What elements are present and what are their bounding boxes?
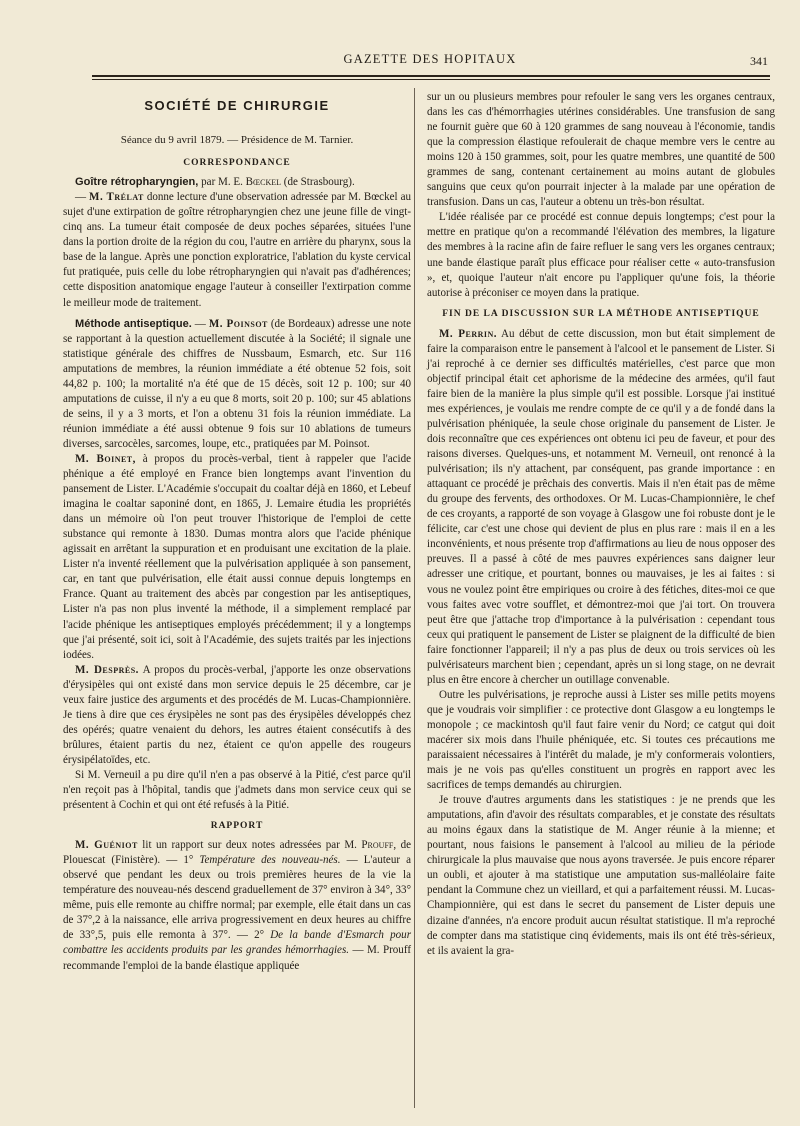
perrin-paragraph-3: Je trouve d'autres arguments dans les statistiques : je ne prends que les amputations, afin d'avoir des résultats comparables, et je constate des résultats au moins égaux dans la statistique de M. Anger réunie à la mienne; et pourtant, nous faisions le pansement à l'alcool au milieu de la période chirurgicale la plus mauvaise que nous ayons traversée. Je puis encore réparer un oubli, et ajouter à ma statistique une amputation sus-malléolaire faite pendant la Commune chez un vieillard, et qui a parfaitement réussi. M. Lucas-Championnière, qui est dans le secret du pansement de Lister depuis une dizaine d'années, n'a encore produit aucun résultat statistique. Il m'a reproché de compter dans ma statistique cinq évidements, mais ils ont été très-sérieux, et ils avaient la gra- [427,794,775,957]
perrin-text-1: Au début de cette discussion, mon but était simplement de faire la comparaison entre le pansement à l'alcool et le pansement de Lister. Si j'ai reproché à ce dernier ses difficultés matérielles, c'est parce que mon objectif principal était cet aphorisme de la médecine des armées, qu'il faut faire bien de la manière la plus simple qu'il est possible. Lorsque j'ai institué mes expériences, je voulais me rendre compte de ce qu'il y a de fondé dans la pulvérisation phéniquée, la seule chose originale du pansement de Lister. Je dois reconnaître que ces expériences ont obtenu ici peu de faveur, et pour des raisons diverses. Quelques-uns, et notamment M. Verneuil, ont renoncé à la pulvérisation; ils n'y attachent, par conséquent, pas grande importance : en attaquant ce procédé je prêchais des convertis. Mais il n'en était pas de même du groupe des fervents, des orthodoxes. Or M. Lucas-Championnière, le chef de ces croyants, a rapporté de son voyage à Glasgow une foi robuste dont je le félicite, car c'est une chose qui devient de plus en plus rare : mais il en a les inconvénients, et nous présente trop d'affirmations au lieu de nous opposer des preuves. Il a passé à côté de mes pauvres expériences sans daigner leur adresser une critique, et pourtant, bonnes ou mauvaises, je les ai faites : si vous ne voulez point être empiriques ou croire à des fétiches, dites-moi ce que vous faites avec votre soufflet, et démontrez-moi que j'ai tort. On trouvera peut être que j'attache trop d'importance à la pulvérisation : cependant tous ceux qui pratiquent le pansement de Lister se plaignent de la difficulté de bien faire fonctionner l'appareil; il n'y a pas plus de deux ou trois services où les pulvérisateurs marchent bien ; cependant, après un si long stage, on ne devrait plus en être encore à chercher un outillage convenable. [427,327,775,686]
poinsot-speaker: M. Poinsot [208,317,268,330]
goitre-text-a: par M. E. [198,176,246,189]
boinet-paragraph [63,452,411,663]
rapport-text-b: , de Plouescat (Finistère). — 1° [63,839,412,867]
rapport-text-c: — L'auteur a observé que pendant les deux ou trois premières heures de la vie la température des nouveau-nés descend graduellement de 37° environ à 34°, 33° même, puis elle remonte au chiffre normal; par exemple, elle était dans un cas de 37°,2 à la naissance, elle arriva progressivement en deux heures au chiffre de 33°,5, puis elle remonta à 37°. — 2° [63,854,412,942]
goitre-rubric: Goître rétropharyngien, [75,176,199,189]
perrin-paragraph-1 [427,327,775,688]
society-title: SOCIÉTÉ DE CHIRURGIE [144,98,330,113]
rapport-text-a: lit un rapport sur deux notes adressées par M. [137,839,362,852]
rapport-heading: RAPPORT [210,821,264,832]
trelat-dash: — [75,191,90,204]
trelat-speaker: M. Trélat [89,191,144,204]
page-number: 341 [750,54,768,68]
despres-paragraph-2: Si M. Verneuil a pu dire qu'il n'en a pas observé à la Pitié, c'est parce qu'il n'en reçoit pas à l'hôpital, tandis que j'admets dans mon service ceux qui se présentent à Cochin et qui ont été refusés à la Pitié. [63,768,411,812]
header-rule [92,75,770,80]
prouff-name: Prouff [361,839,394,852]
antiseptique-paragraph [63,317,411,452]
poinsot-text: (de Bordeaux) adresse une note se rapportant à la question actuellement discutée à la Société; il signale une statistique générale des chiffres de Nussbaum, Esmarch, etc. Sur 116 amputations de membres, la réunion immédiate a été obtenue 52 fois, soit 44,82 p. 100; la mortalité n'a été que de 15 décès, soit 12 p. 100; sur 40 amputations de cuisse, il n'y a eu que 8 morts, soit 20 p. 100; sur 45 ablations de seins, il y a 3 morts, et l'on a obtenu 31 fois la réunion immédiate. La réunion immédiate a été aussi obtenue 9 fois sur 10 ablations de tumeurs diverses, sarcocèles, sarcomes, loupe, etc., pratiquées par M. Poinsot. [63,317,411,450]
gueniot-speaker: M. Guéniot [75,839,138,852]
right-column [427,90,775,959]
antiseptique-dash: — [191,317,209,330]
running-head [90,52,770,70]
antiseptique-rubric: Méthode antiseptique. [75,317,192,330]
bande-paragraph-2: L'idée réalisée par ce procédé est connue depuis longtemps; c'est pour la mettre en pratique qu'on a recommandé l'élévation des membres, la ligature des membres à la racine afin de faire refluer le sang vers les organes centraux; une bande élastique paraît plus efficace pour réaliser cette « auto-transfusion », et, quoique l'auteur n'ait encore pu l'appliquer qu'une fois, la théorie autorise à préconiser ce moyen dans la pratique. [427,211,775,299]
despres-speaker: M. Desprès. [75,663,139,676]
trelat-paragraph [63,190,411,310]
boinet-speaker: M. Boinet, [75,452,136,465]
rapport-title-1: Température des nouveau-nés. [199,854,341,867]
perrin-speaker: M. Perrin. [439,327,498,340]
left-column [63,90,411,974]
rapport-text-d: — M. Prouff recommande l'emploi de la bande élastique appliquée [63,944,411,972]
journal-title: GAZETTE DES HOPITAUX [343,52,517,66]
fin-discussion-heading: FIN DE LA DISCUSSION SUR LA MÉTHODE ANTISEPTIQUE [442,308,760,319]
goitre-text-b: (de Strasbourg). [281,176,355,189]
trelat-text: donne lecture d'une observation adressée par M. Bœckel au sujet d'une extirpation de goître rétropharyngien chez une jeune fille de vingt-cinq ans. La tumeur était composée de deux poches séparées, situées l'une dans la portion droite de la région du cou, l'autre en arrière du pharynx, sous la base de la langue. Après une ponction exploratrice, l'ablation du kyste cervical fut pratiquée, puis celle du lobe rétropharyngien qui n'avait pas d'adhérences; cette disposition anatomique engage l'auteur à conseiller l'extirpation comme le meilleur mode de traitement. [63,191,411,309]
rapport-paragraph [63,838,411,973]
boinet-text: à propos du procès-verbal, tient à rappeler que l'acide phénique a été employé en France bien longtemps avant l'invention du pansement de Lister. L'Académie s'occupait du coaltar déjà en 1860, et Lebeuf imagina le coaltar saponiné dont, en 1865, J. Lemaire étudia les propriétés dans un mémoire où l'on peut trouver l'historique de l'emploi de cette substance qui remonte à 1830. Dumas montra alors que l'acide phénique agissait en arrêtant la suppuration et en produisant une excitation de la plaie. Lister n'a inventé réellement que la pulvérisation appliquée à son pansement, car, en tant que pulvérisation, elle était aussi connue depuis longtemps en France. Quant au traitement des abcès par congestion par les antiseptiques, Lister n'a pas non plus inventé la méthode, il a simplement remplacé par l'acide phénique les antiseptiques employés précédemment; il y a longtemps que j'ai présenté, soit ici, soit à l'Académie, des sujets traités par les injections iodées. [63,452,411,661]
perrin-paragraph-2: Outre les pulvérisations, je reproche aussi à Lister ses mille petits moyens que je voudrais voir simplifier : ce protective dont Glasgow a eu longtemps le monopole ; ce mackintosh qu'il faut faire venir du Nord; ce catgut qui doit macérer six mois dans l'huile phéniquée, etc. Si toutes ces précautions me paraissaient nécessaires à l'intérêt du malade, je m'y conformerais volontiers, mais je ne vois pas qu'elles constituent un progrès en rapport avec les sacrifices de temps demandés au chirurgien. [427,688,775,792]
seance-line: Séance du 9 avril 1879. — Présidence de M. Tarnier. [120,134,354,147]
correspondance-heading: CORRESPONDANCE [183,158,291,169]
goitre-paragraph [63,175,411,190]
rapport-title-2: De la bande d'Esmarch pour combattre les accidents produits par les grandes hémorrhagies. [63,929,411,957]
column-divider [414,88,415,1108]
bande-paragraph-1: sur un ou plusieurs membres pour refouler le sang vers les organes centraux, dans les cas d'hémorrhagies utérines considérables. Une transfusion de sang ne fournit guère que 60 à 120 grammes de sang nouveau à l'économie, tandis que la compression élastique refoulerait de chaque membre vers le centre au moins 120 à 150 grammes, soit, pour les quatre membres, une quantité de 500 grammes de sang, contenant certainement au moins autant de globules sanguins que ceux qu'on pourrait injecter à la malade par une opération de transfusion. Dans un cas, l'auteur a obtenu un très-bon résultat. [427,91,775,209]
despres-text: A propos du procès-verbal, j'apporte les onze observations d'érysipèles qui ont existé dans mon service depuis le 25 décembre, car je veux faire justice des arguments et des procédés de M. Lucas-Championnière. Je tiens à dire que ces érysipèles ne sont pas des érysipèles développés chez des opérés; quatre venaient du dehors, les autres étaient consécutifs à des brûlures, étaient partis du nez, étaient ce qu'on appelle des rougeurs érysipélatoïdes, etc. [63,663,411,766]
despres-paragraph [63,663,411,768]
goitre-author: Bœckel [245,176,282,189]
